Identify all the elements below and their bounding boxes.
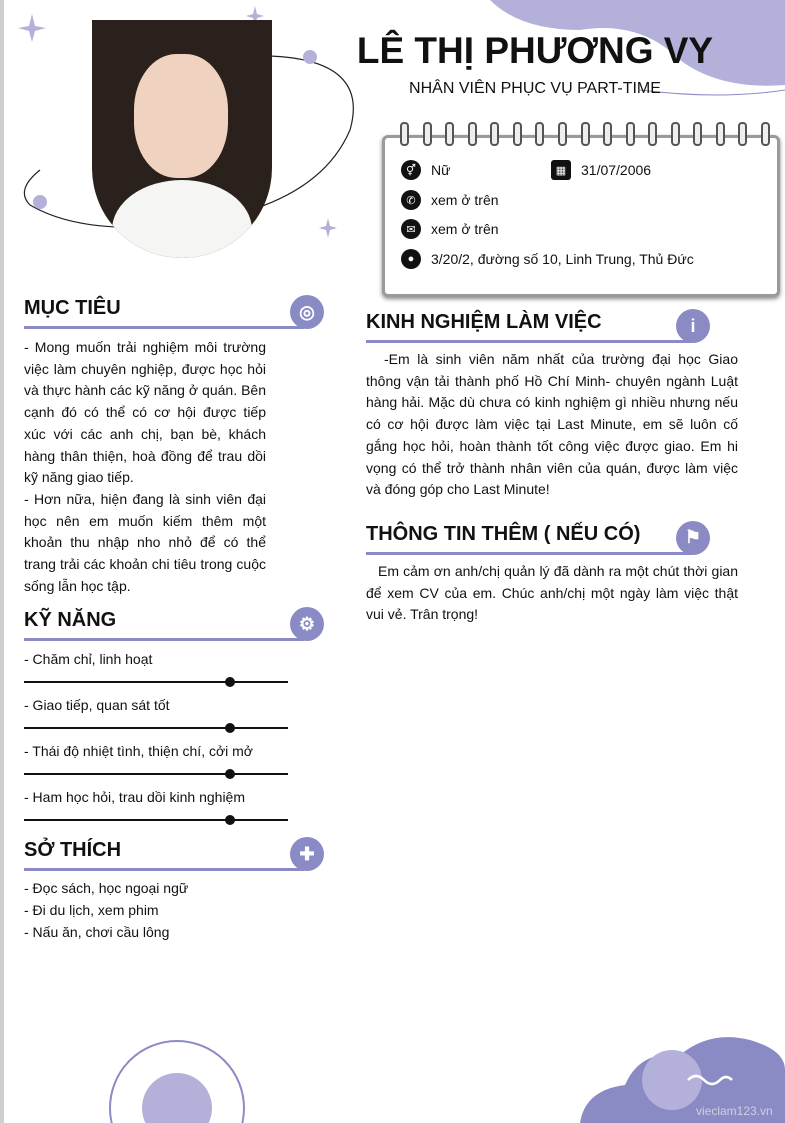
skill-label: - Thái độ nhiệt tình, thiện chí, cởi mở <box>24 743 253 760</box>
skill-item <box>24 651 288 697</box>
skill-label: - Giao tiếp, quan sát tốt <box>24 697 170 714</box>
objective-header <box>24 295 324 329</box>
skill-level-marker <box>225 723 235 733</box>
experience-header <box>366 309 716 343</box>
birthday-value: 31/07/2006 <box>581 162 652 178</box>
list-item: - Đọc sách, học ngoại ngữ <box>24 880 189 897</box>
objective-text: - Mong muốn trải nghiệm môi trường việc làm chuyên nghiệp, được học hỏi và thực hành các kỹ năng ở quán. Bên cạnh đó có thể có cơ hội được tiếp xúc với các anh chị, bạn bè, khách hàng thân thiện, hoà đồng để trau dồi kỹ năng giao tiếp. - Hơn nữa, hiện đang là sinh viên đại học nên em muốn kiếm thêm một khoản thu nhập nho nhỏ để có thể trang trải các khoản chi tiêu trong cuộc sống lẫn học tập. <box>24 339 266 594</box>
section-title: KỸ NĂNG <box>24 609 117 632</box>
skill-level-marker <box>225 815 235 825</box>
skill-level-bar <box>24 681 288 683</box>
sparkle-icon <box>319 218 337 238</box>
skill-label: - Ham học hỏi, trau dồi kinh nghiệm <box>24 789 245 806</box>
extra-header <box>366 521 716 555</box>
skill-level-marker <box>225 677 235 687</box>
gear-icon: ⚙ <box>290 607 324 641</box>
puzzle-icon: ✚ <box>290 837 324 871</box>
gender-value: Nữ <box>431 162 451 178</box>
hobbies-list <box>24 877 324 943</box>
skill-item <box>24 697 288 743</box>
phone-icon: ✆ <box>401 190 421 210</box>
address-value: 3/20/2, đường số 10, Linh Trung, Thủ Đức <box>431 251 694 267</box>
candidate-name: LÊ THỊ PHƯƠNG VY <box>356 30 714 71</box>
phone-row <box>401 190 499 210</box>
list-item: - Đi du lịch, xem phim <box>24 902 159 919</box>
email-value: xem ở trên <box>431 221 499 237</box>
target-icon: ◎ <box>290 295 324 329</box>
section-title: KINH NGHIỆM LÀM VIỆC <box>366 311 602 333</box>
flag-icon: ⚑ <box>676 521 710 555</box>
birthday-row <box>551 160 651 180</box>
email-icon: ✉ <box>401 219 421 239</box>
calendar-icon: ▦ <box>551 160 571 180</box>
address-row <box>401 249 694 269</box>
section-title: SỞ THÍCH <box>24 839 122 862</box>
email-row <box>401 219 499 239</box>
right-column <box>366 309 738 626</box>
skill-level-marker <box>225 769 235 779</box>
hobbies-header <box>24 837 324 871</box>
sparkle-icon <box>18 14 46 42</box>
skill-level-bar <box>24 727 288 729</box>
notebook-rings <box>400 122 770 148</box>
skill-item <box>24 789 288 835</box>
location-pin-icon: ● <box>401 249 421 269</box>
skill-item <box>24 743 288 789</box>
skill-level-bar <box>24 819 288 821</box>
skill-label: - Chăm chỉ, linh hoạt <box>24 651 153 668</box>
skill-level-bar <box>24 773 288 775</box>
section-title: MỤC TIÊU <box>24 297 121 319</box>
info-icon: i <box>676 309 710 343</box>
profile-photo <box>92 20 272 258</box>
list-item: - Nấu ăn, chơi cầu lông <box>24 924 170 941</box>
section-title: THÔNG TIN THÊM ( NẾU CÓ) <box>366 522 641 545</box>
watermark: vieclam123.vn <box>696 1104 773 1118</box>
skills-header <box>24 607 324 641</box>
phone-value: xem ở trên <box>431 192 499 208</box>
experience-text: -Em là sinh viên năm nhất của trường đại học Giao thông vận tải thành phố Hồ Chí Minh- chuyên ngành Luật hàng hải. Mặc dù chưa có kinh nghiệm gì nhiều nhưng nếu có cơ hội được làm việc tại Last Minute, em sẽ luôn cố gắng học hỏi, hoàn thành tốt công việc được giao. Em hi vọng có thể trở thành nhân viên của quán, được làm việc và đóng góp cho Last Minute! <box>366 351 738 498</box>
candidate-role: NHÂN VIÊN PHỤC VỤ PART-TIME <box>409 80 661 97</box>
gender-row <box>401 160 450 180</box>
extra-text: Em cảm ơn anh/chị quản lý đã dành ra một chút thời gian để xem CV của em. Chúc anh/chị một ngày làm việc thật vui vẻ. Trân trọng! <box>366 562 738 623</box>
skills-list <box>24 651 324 835</box>
gender-icon: ⚥ <box>401 160 421 180</box>
left-column <box>24 295 324 943</box>
